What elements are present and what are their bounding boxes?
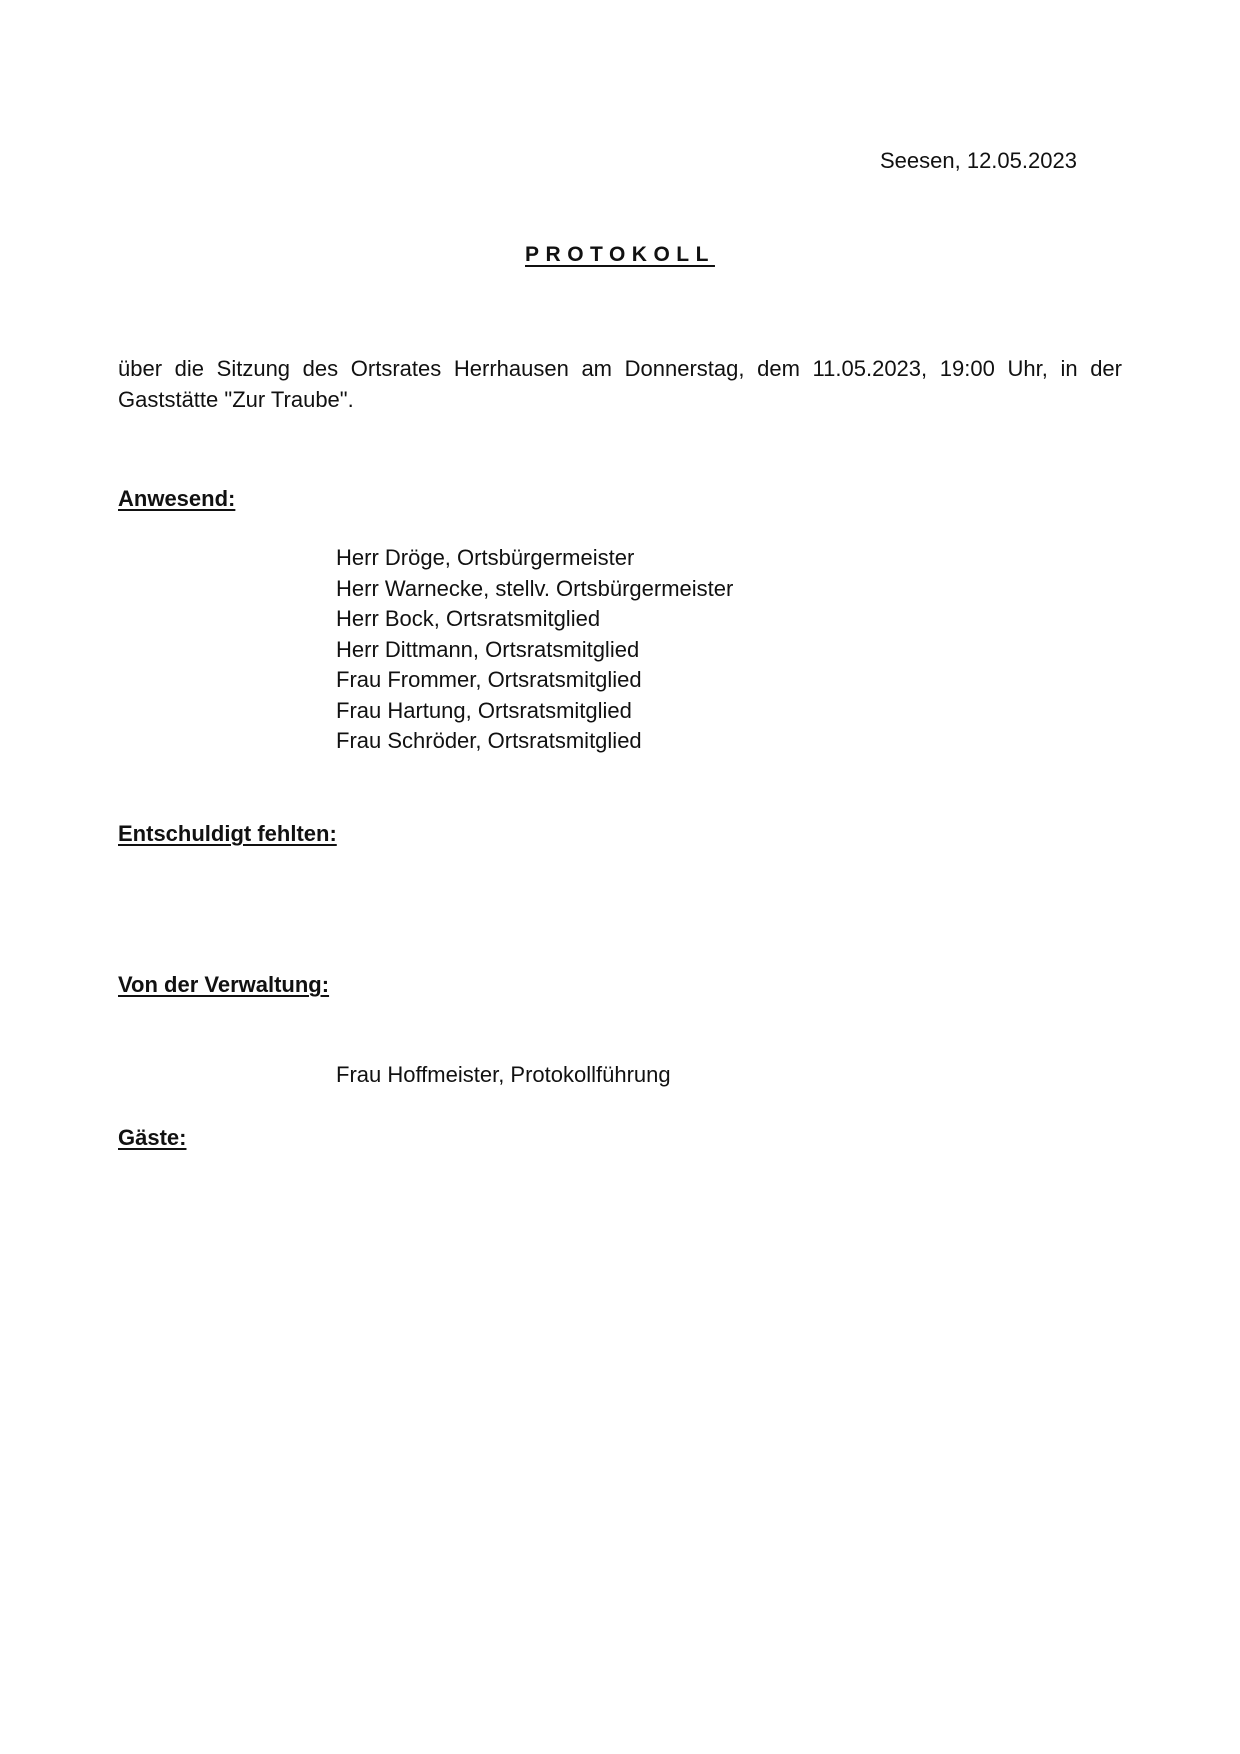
place-and-date: Seesen, 12.05.2023	[880, 148, 1077, 173]
heading-entschuldigt: Entschuldigt fehlten:	[118, 821, 337, 846]
attendee-item: Frau Schröder, Ortsratsmitglied	[336, 728, 642, 753]
attendee-item: Frau Hartung, Ortsratsmitglied	[336, 697, 632, 723]
document-title-text: PROTOKOLL	[525, 243, 715, 266]
heading-anwesend: Anwesend:	[118, 486, 236, 511]
meeting-intro-paragraph: über die Sitzung des Ortsrates Herrhausen am Donnerstag, dem 11.05.2023, 19:00 Uhr, in der Gaststätte "Zur Traube".	[118, 356, 1122, 412]
document-title	[0, 240, 1240, 270]
attendee-list	[336, 543, 733, 757]
administration-list	[336, 1060, 671, 1091]
attendee-item: Herr Dittmann, Ortsratsmitglied	[336, 636, 640, 662]
attendee-item: Frau Frommer, Ortsratsmitglied	[336, 667, 642, 692]
attendee-item: Herr Dröge, Ortsbürgermeister	[336, 545, 635, 570]
heading-gaeste: Gäste:	[118, 1125, 187, 1150]
attendee-item: Herr Bock, Ortsratsmitglied	[336, 606, 601, 631]
heading-verwaltung: Von der Verwaltung:	[118, 972, 330, 997]
administration-item: Frau Hoffmeister, Protokollführung	[336, 1062, 671, 1087]
attendee-item: Herr Warnecke, stellv. Ortsbürgermeister	[336, 575, 734, 601]
